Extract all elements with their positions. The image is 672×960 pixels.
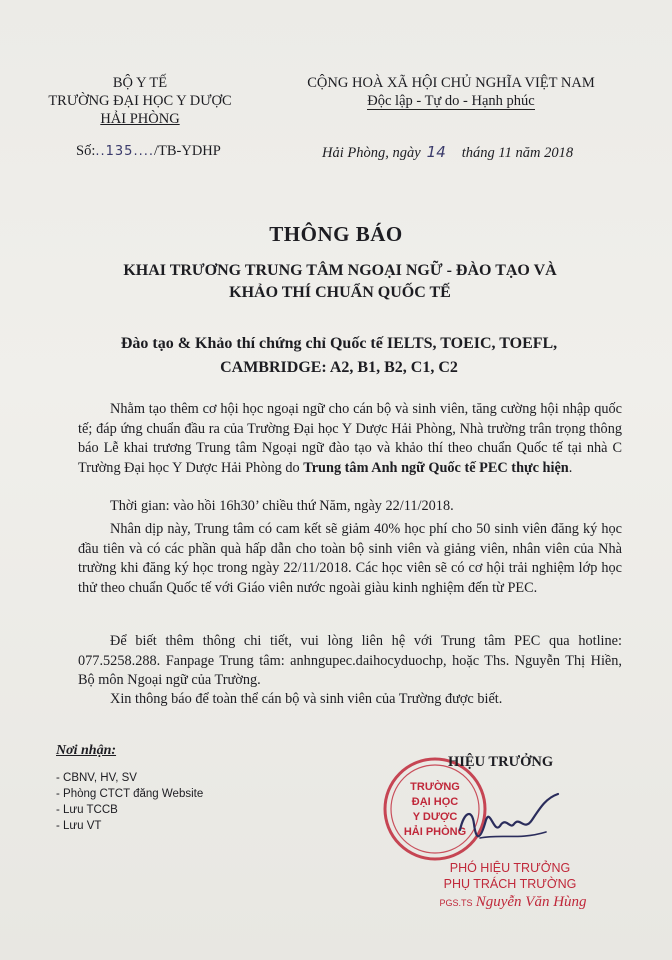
place-date-prefix: Hải Phòng, ngày xyxy=(322,145,421,161)
doc-no-suffix: /TB-YDHP xyxy=(153,143,221,159)
intro-end: . xyxy=(568,459,573,476)
stamp-line-2: ĐẠI HỌC xyxy=(411,796,459,808)
recipient-item: - Phòng CTCT đăng Website xyxy=(56,788,204,800)
subtitle-line-2: KHẢO THÍ CHUẨN QUỐC TẾ xyxy=(229,284,451,301)
agency-line-1: BỘ Y TẾ xyxy=(112,75,168,91)
recipients-heading: Nơi nhận: xyxy=(56,743,117,758)
lead-line-1: Đào tạo & Khảo thí chứng chỉ Quốc tế IELTS, TOEIC, TOEFL, xyxy=(120,335,558,352)
place-and-date xyxy=(322,143,573,162)
date-day: 14 xyxy=(426,143,446,161)
national-motto: Độc lập - Tự do - Hạnh phúc xyxy=(367,93,535,109)
doc-no-prefix: Số: xyxy=(76,143,96,159)
lead-heading xyxy=(56,332,622,380)
recipient-item: - Lưu TCCB xyxy=(56,804,118,816)
handwritten-signature xyxy=(450,790,570,860)
contact-text: Để biết thêm thông chi tiết, vui lòng liên hệ với Trung tâm PEC qua hotline: 077.5258.288. Fanpage Trung tâm: anhngupec.daihocyduochp, hoặc Ths. Nguyễn Thị Hiền, Bộ môn Ngoại ngữ của Trường. xyxy=(78,633,622,689)
document-subtitle xyxy=(60,260,620,304)
deputy-line-2: PHỤ TRÁCH TRƯỜNG xyxy=(443,877,577,891)
deputy-title xyxy=(420,860,600,892)
stamp-line-1: TRƯỜNG xyxy=(410,781,460,793)
agency-line-3: HẢI PHÒNG xyxy=(100,111,180,127)
paragraph-time xyxy=(78,497,622,517)
signer-degree: PGS.TS xyxy=(439,898,473,908)
document-number: Số:..135..../TB-YDHP xyxy=(76,143,221,159)
intro-text: Nhằm tạo thêm cơ hội học ngoại ngữ cho cán bộ và sinh viên, tăng cường hội nhập quốc tế; đáp ứng chuẩn đầu ra của Trường Đại học Y Dược Hải Phòng, Nhà trường trân trọng thông báo Lễ khai trương Trung tâm Ngoại ngữ đào tạo và khảo thí theo chuẩn Quốc tế tại nhà C Trường Đại học Y Dược Hải Phòng do xyxy=(78,401,622,476)
recipients-block xyxy=(56,742,203,834)
deputy-line-1: PHÓ HIỆU TRƯỞNG xyxy=(449,861,571,875)
signer-title: HIỆU TRƯỞNG xyxy=(448,754,554,770)
closing-text: Xin thông báo để toàn thể cán bộ và sinh viên của Trường được biết. xyxy=(110,691,503,707)
stamp-line-3: Y DƯỢC xyxy=(412,811,458,823)
issuing-agency xyxy=(40,74,240,128)
agency-line-2: TRƯỜNG ĐẠI HỌC Y DƯỢC xyxy=(48,93,232,109)
paragraph-contact xyxy=(78,632,622,691)
date-month-year: tháng 11 năm 2018 xyxy=(461,145,574,161)
signer-name-block xyxy=(418,894,608,911)
stamp-line-4: HẢI PHÒNG xyxy=(403,826,467,838)
lead-line-2: CAMBRIDGE: A2, B1, B2, C1, C2 xyxy=(220,359,458,376)
recipient-item: - Lưu VT xyxy=(56,820,102,832)
recipient-item: - CBNV, HV, SV xyxy=(56,772,137,784)
time-text: Thời gian: vào hồi 16h30’ chiều thứ Năm, ngày 22/11/2018. xyxy=(110,498,454,514)
paragraph-offer xyxy=(78,520,622,598)
offer-text: Nhân dịp này, Trung tâm có cam kết sẽ giảm 40% học phí cho 50 sinh viên đăng ký học đầu tiên và có các phần quà hấp dẫn cho toàn bộ sinh viên và giảng viên, nhân viên của Nhà trường khi đăng ký học trong ngày 22/11/2018. Các học viên sẽ có cơ hội trải nghiệm lớp học thử theo chuẩn Quốc tế với Giáo viên nước ngoài giàu kinh nghiệm đến từ PEC. xyxy=(78,521,622,596)
paragraph-intro xyxy=(78,400,622,478)
doc-no-value: 135 xyxy=(105,144,134,159)
national-heading xyxy=(270,74,632,110)
intro-organizer: Trung tâm Anh ngữ Quốc tế PEC thực hiện xyxy=(303,459,569,476)
signer-name: Nguyễn Văn Hùng xyxy=(475,894,587,910)
subtitle-line-1: KHAI TRƯƠNG TRUNG TÂM NGOẠI NGỮ - ĐÀO TẠO VÀ xyxy=(123,262,557,279)
document-title: THÔNG BÁO xyxy=(269,222,403,246)
paragraph-closing xyxy=(78,690,622,710)
nation-title: CỘNG HOÀ XÃ HỘI CHỦ NGHĨA VIỆT NAM xyxy=(307,75,595,91)
